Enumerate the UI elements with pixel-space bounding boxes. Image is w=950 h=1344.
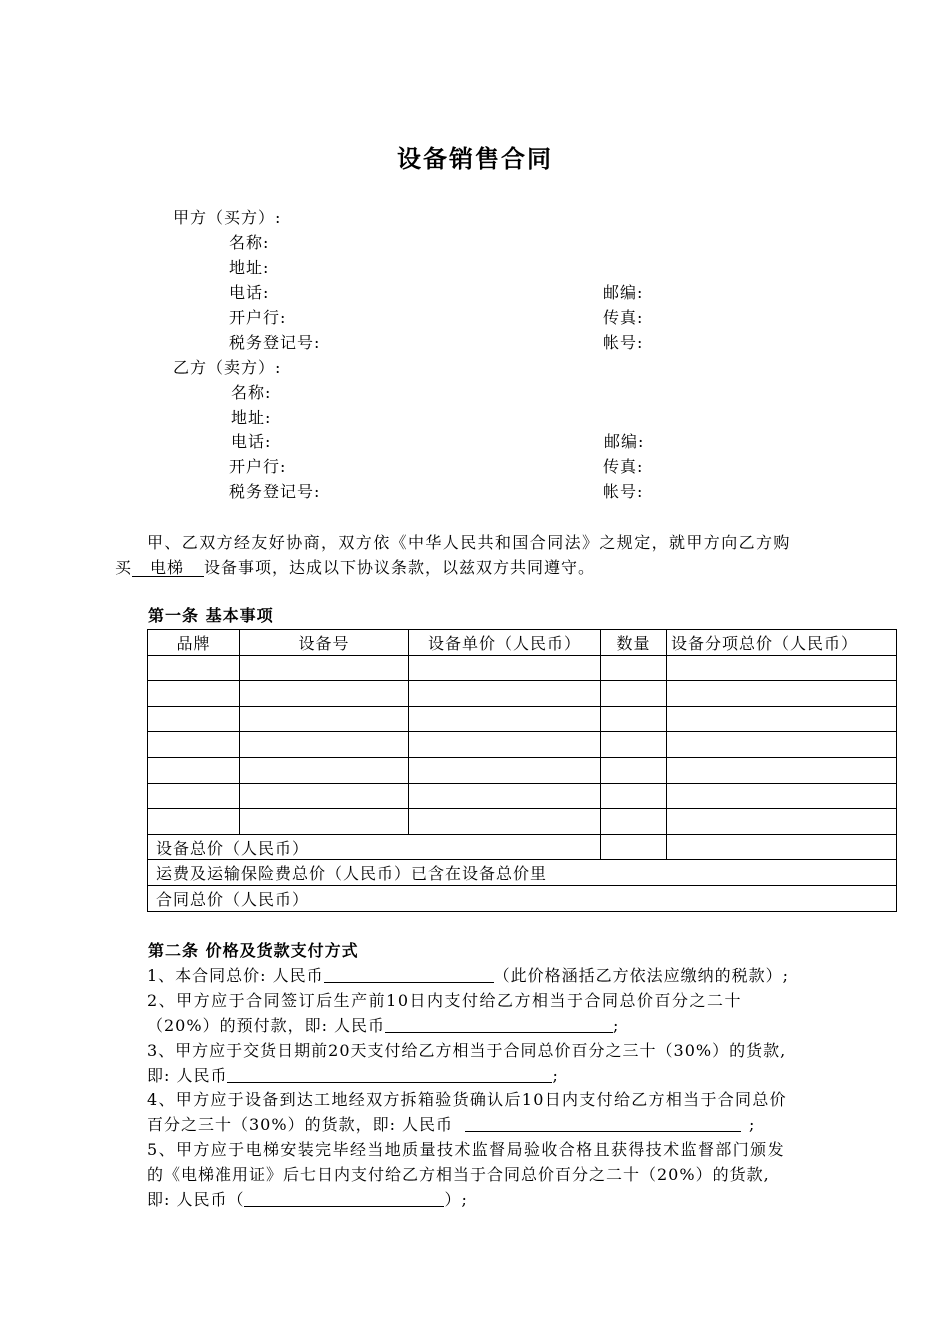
table-row bbox=[148, 706, 897, 732]
equipment-no-cell[interactable] bbox=[240, 783, 409, 809]
contract-total-label: 合同总价（人民币） bbox=[148, 885, 897, 911]
payment-item-5-line-3 bbox=[147, 1190, 468, 1210]
payment-item-3-line-1: 3、甲方应于交货日期前20天支付给乙方相当于合同总价百分之三十（30%）的货款, bbox=[147, 1041, 787, 1060]
table-row bbox=[148, 655, 897, 681]
equipment-no-cell[interactable] bbox=[240, 655, 409, 681]
party-a-address-label: 地址: bbox=[229, 258, 270, 277]
payment-item-5-line-1: 5、甲方应于电梯安装完毕经当地质量技术监督局验收合格且获得技术监督部门颁发 bbox=[147, 1140, 785, 1159]
table-row bbox=[148, 681, 897, 707]
intro-line-2 bbox=[115, 558, 595, 578]
payment-item-4-suffix: ; bbox=[749, 1115, 756, 1134]
freight-row bbox=[148, 860, 897, 886]
equipment-total-label: 设备总价（人民币） bbox=[148, 834, 601, 860]
party-b-heading: 乙方（卖方）: bbox=[173, 358, 282, 377]
unit-price-cell[interactable] bbox=[409, 706, 601, 732]
column-header-brand: 品牌 bbox=[148, 630, 240, 656]
unit-price-cell[interactable] bbox=[409, 732, 601, 758]
quantity-cell[interactable] bbox=[601, 757, 667, 783]
column-header-quantity: 数量 bbox=[601, 630, 667, 656]
subtotal-cell[interactable] bbox=[667, 655, 897, 681]
equipment-total-row bbox=[148, 834, 897, 860]
subtotal-cell[interactable] bbox=[667, 783, 897, 809]
party-b-tax-label: 税务登记号: bbox=[229, 482, 321, 501]
party-a-name-label: 名称: bbox=[229, 233, 270, 252]
party-b-bank-label: 开户行: bbox=[229, 457, 287, 476]
table-row bbox=[148, 809, 897, 835]
column-header-unit-price: 设备单价（人民币） bbox=[409, 630, 601, 656]
equipment-no-cell[interactable] bbox=[240, 732, 409, 758]
payment-item-5-line-2: 的《电梯准用证》后七日内支付给乙方相当于合同总价百分之二十（20%）的货款, bbox=[147, 1165, 770, 1184]
party-b-account-label: 帐号: bbox=[603, 482, 644, 501]
quantity-cell[interactable] bbox=[601, 655, 667, 681]
payment-item-2-line-2 bbox=[147, 1016, 619, 1036]
equipment-table bbox=[147, 629, 897, 912]
quantity-cell[interactable] bbox=[601, 681, 667, 707]
payment-item-3-line-2 bbox=[147, 1066, 559, 1086]
payment-item-5-prefix: 即: 人民币（ bbox=[147, 1190, 245, 1209]
brand-cell[interactable] bbox=[148, 757, 240, 783]
intro-prefix: 买 bbox=[115, 558, 133, 577]
intro-suffix: 设备事项，达成以下协议条款，以兹双方共同遵守。 bbox=[204, 558, 596, 577]
equipment-no-cell[interactable] bbox=[240, 706, 409, 732]
brand-cell[interactable] bbox=[148, 681, 240, 707]
payment-item-4-line-1: 4、甲方应于设备到达工地经双方拆箱验货确认后10日内支付给乙方相当于合同总价 bbox=[147, 1090, 787, 1109]
equipment-no-cell[interactable] bbox=[240, 681, 409, 707]
equipment-total-quantity-cell[interactable] bbox=[601, 834, 667, 860]
quantity-cell[interactable] bbox=[601, 706, 667, 732]
payment-item-1-prefix: 1、本合同总价: 人民币 bbox=[147, 966, 324, 985]
party-a-heading: 甲方（买方）: bbox=[173, 208, 282, 227]
party-a-phone-label: 电话: bbox=[229, 283, 270, 302]
subtotal-cell[interactable] bbox=[667, 681, 897, 707]
party-a-account-label: 帐号: bbox=[603, 333, 644, 352]
party-b-phone-label: 电话: bbox=[231, 432, 272, 451]
final-payment-amount-field[interactable] bbox=[244, 1190, 444, 1207]
table-row bbox=[148, 732, 897, 758]
unit-price-cell[interactable] bbox=[409, 783, 601, 809]
payment-item-2-prefix: （20%）的预付款，即: 人民币 bbox=[147, 1016, 386, 1035]
equipment-type-field: 电梯 bbox=[132, 559, 204, 577]
article-1-heading: 第一条 基本事项 bbox=[148, 606, 274, 625]
party-a-tax-label: 税务登记号: bbox=[229, 333, 321, 352]
equipment-total-value-cell[interactable] bbox=[667, 834, 897, 860]
brand-cell[interactable] bbox=[148, 809, 240, 835]
party-b-name-label: 名称: bbox=[231, 383, 272, 402]
unit-price-cell[interactable] bbox=[409, 809, 601, 835]
payment-item-2-suffix: ; bbox=[613, 1016, 620, 1035]
brand-cell[interactable] bbox=[148, 783, 240, 809]
brand-cell[interactable] bbox=[148, 655, 240, 681]
subtotal-cell[interactable] bbox=[667, 732, 897, 758]
party-b-postcode-label: 邮编: bbox=[604, 432, 645, 451]
payment-item-1-suffix: （此价格涵括乙方依法应缴纳的税款）; bbox=[493, 966, 790, 985]
equipment-no-cell[interactable] bbox=[240, 809, 409, 835]
table-row bbox=[148, 783, 897, 809]
subtotal-cell[interactable] bbox=[667, 706, 897, 732]
predelivery-payment-amount-field[interactable] bbox=[227, 1066, 552, 1083]
freight-label: 运费及运输保险费总价（人民币）已含在设备总价里 bbox=[148, 860, 897, 886]
column-header-subtotal: 设备分项总价（人民币） bbox=[667, 630, 897, 656]
equipment-no-cell[interactable] bbox=[240, 757, 409, 783]
quantity-cell[interactable] bbox=[601, 809, 667, 835]
inspection-payment-amount-field[interactable] bbox=[465, 1115, 741, 1132]
unit-price-cell[interactable] bbox=[409, 681, 601, 707]
table-row bbox=[148, 757, 897, 783]
brand-cell[interactable] bbox=[148, 706, 240, 732]
unit-price-cell[interactable] bbox=[409, 655, 601, 681]
payment-item-4-prefix: 百分之三十（30%）的货款，即: 人民币 bbox=[147, 1115, 454, 1134]
brand-cell[interactable] bbox=[148, 732, 240, 758]
payment-item-4-line-2 bbox=[147, 1115, 755, 1135]
party-b-address-label: 地址: bbox=[231, 408, 272, 427]
quantity-cell[interactable] bbox=[601, 732, 667, 758]
payment-item-3-prefix: 即: 人民币 bbox=[147, 1066, 228, 1085]
subtotal-cell[interactable] bbox=[667, 809, 897, 835]
party-b-fax-label: 传真: bbox=[603, 457, 644, 476]
contract-total-amount-field[interactable] bbox=[324, 966, 494, 983]
payment-item-2-line-1: 2、甲方应于合同签订后生产前10日内支付给乙方相当于合同总价百分之二十 bbox=[147, 991, 743, 1010]
subtotal-cell[interactable] bbox=[667, 757, 897, 783]
intro-line-1: 甲、乙双方经友好协商，双方依《中华人民共和国合同法》之规定，就甲方向乙方购 bbox=[147, 533, 791, 552]
page-title: 设备销售合同 bbox=[397, 144, 553, 173]
unit-price-cell[interactable] bbox=[409, 757, 601, 783]
contract-total-row bbox=[148, 885, 897, 911]
quantity-cell[interactable] bbox=[601, 783, 667, 809]
table-header-row bbox=[148, 630, 897, 656]
payment-item-1 bbox=[147, 966, 789, 986]
advance-payment-amount-field[interactable] bbox=[385, 1016, 613, 1033]
payment-item-3-suffix: ; bbox=[552, 1066, 559, 1085]
article-2-heading: 第二条 价格及货款支付方式 bbox=[148, 941, 359, 960]
party-a-fax-label: 传真: bbox=[603, 308, 644, 327]
party-a-postcode-label: 邮编: bbox=[603, 283, 644, 302]
payment-item-5-suffix: ）; bbox=[444, 1190, 468, 1209]
column-header-equipment-no: 设备号 bbox=[240, 630, 409, 656]
party-a-bank-label: 开户行: bbox=[229, 308, 287, 327]
